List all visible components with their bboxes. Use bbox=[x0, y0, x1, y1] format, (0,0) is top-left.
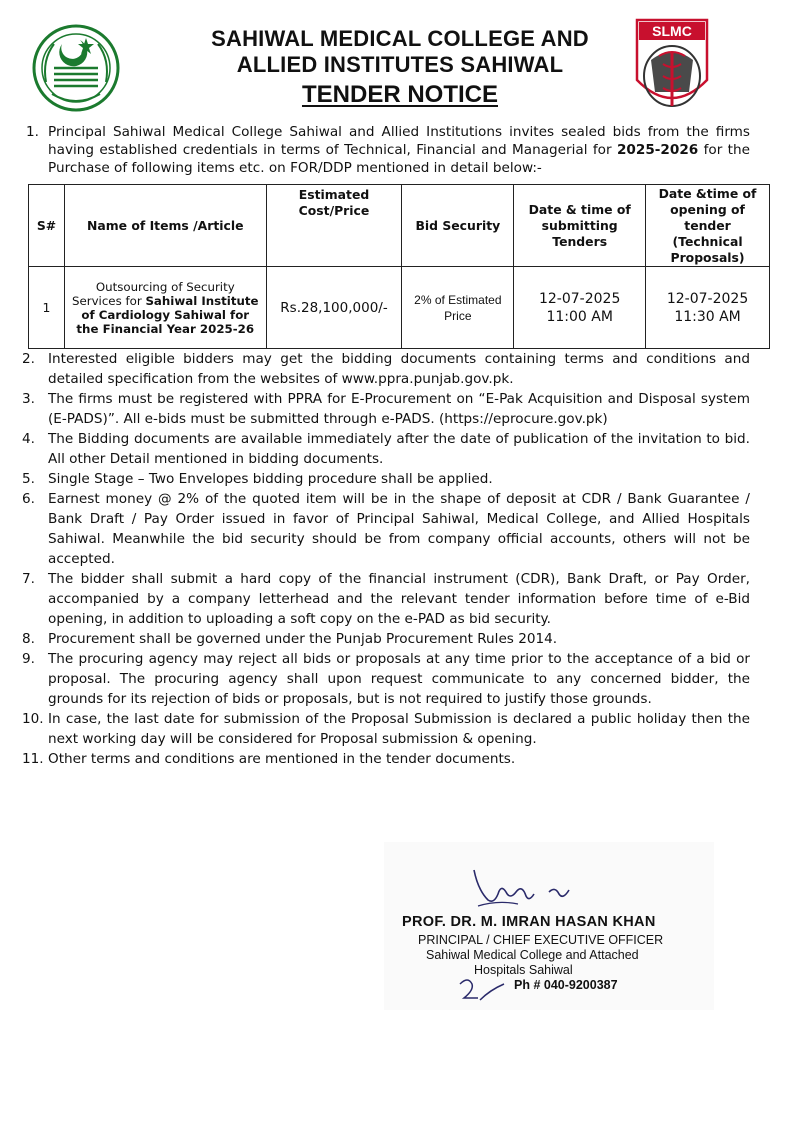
cell-item-name bbox=[64, 267, 266, 349]
list-item bbox=[22, 349, 750, 389]
list-item-text: Interested eligible bidders may get the bidding documents containing terms and conditions and detailed specification from the websites of www.ppra.punjab.gov.pk. bbox=[48, 351, 750, 387]
header-submission-date: Date & time of submitting Tenders bbox=[514, 185, 646, 267]
list-item-number: 4. bbox=[22, 431, 35, 447]
list-item-number: 7. bbox=[22, 571, 35, 587]
list-item bbox=[22, 649, 750, 709]
list-item bbox=[22, 709, 750, 749]
list-item bbox=[22, 569, 750, 629]
header-estimated-cost: Estimated Cost/Price bbox=[266, 185, 402, 267]
list-item-text: The firms must be registered with PPRA for E-Procurement on “E-Pak Acquisition and Disposal system (E-PADS)”. All e-bids must be submitted through e-PADS. (https://eprocure.gov.pk) bbox=[48, 391, 750, 427]
list-item bbox=[22, 429, 750, 469]
opening-time: 11:30 AM bbox=[674, 308, 741, 325]
terms-list bbox=[22, 349, 750, 769]
intro-text-after: for the Purchase of following items etc. on FOR/DDP mentioned in detail below:- bbox=[48, 142, 750, 176]
slmc-logo-icon bbox=[633, 16, 711, 120]
item-name-plain: Outsourcing of Security Services for bbox=[71, 279, 235, 308]
intro-text-before: Principal Sahiwal Medical College Sahiwal and Allied Institutions invites sealed bids from the firms having established credentials in terms of Technical, Financial and Managerial for bbox=[48, 124, 750, 158]
submission-date: 12-07-2025 bbox=[538, 290, 621, 307]
initials-mark-icon bbox=[454, 974, 510, 1006]
signatory-phone: Ph # 040-9200387 bbox=[514, 978, 618, 992]
header-opening-date: Date &time of opening of tender (Technical Proposals) bbox=[646, 185, 770, 267]
list-item-number: 2. bbox=[22, 351, 35, 367]
list-item-number: 3. bbox=[22, 391, 35, 407]
title-block bbox=[140, 26, 660, 108]
header-item-name: Name of Items /Article bbox=[64, 185, 266, 267]
list-item-number: 6. bbox=[22, 491, 35, 507]
college-name-line2: ALLIED INSTITUTES SAHIWAL bbox=[236, 52, 564, 77]
list-item-text: In case, the last date for submission of the Proposal Submission is declared a public holiday then the next working day will be considered for Proposal submission & opening. bbox=[48, 711, 750, 747]
tender-notice-title: TENDER NOTICE bbox=[301, 81, 498, 108]
submission-time: 11:00 AM bbox=[546, 308, 613, 325]
cell-submission-date bbox=[514, 267, 646, 349]
list-item-text: The procuring agency may reject all bids or proposals at any time prior to the acceptance of a bid or proposal. The procuring agency shall upon request communicate to any concerned bidder, the grounds for its rejection of bids or proposals, but is not required to justify those grounds. bbox=[48, 651, 750, 707]
list-item-text: Other terms and conditions are mentioned in the tender documents. bbox=[48, 751, 516, 767]
tender-intro-paragraph bbox=[26, 123, 750, 177]
list-item-text: Single Stage – Two Envelopes bidding procedure shall be applied. bbox=[48, 471, 493, 487]
list-item bbox=[22, 489, 750, 569]
header-sno: S# bbox=[29, 185, 65, 267]
page-header bbox=[0, 14, 794, 114]
signatory-org-line1: Sahiwal Medical College and Attached bbox=[426, 948, 639, 962]
list-item bbox=[22, 389, 750, 429]
table-header-row bbox=[29, 185, 770, 267]
list-item-number: 10. bbox=[22, 711, 44, 727]
opening-date: 12-07-2025 bbox=[666, 290, 749, 307]
list-item bbox=[22, 469, 750, 489]
signatory-designation: PRINCIPAL / CHIEF EXECUTIVE OFFICER bbox=[418, 933, 664, 947]
cell-sno: 1 bbox=[29, 267, 65, 349]
cell-opening-date bbox=[646, 267, 770, 349]
list-item-text: Earnest money @ 2% of the quoted item will be in the shape of deposit at CDR / Bank Guarantee / Bank Draft / Pay Order issued in favor of Principal Sahiwal, Medical College, and Allied Hospitals Sahiwal. Meanwhile the bid security should be from company official accounts, others will not be accepted. bbox=[48, 491, 750, 567]
handwritten-signature-icon bbox=[454, 862, 594, 912]
cell-estimated-cost: Rs.28,100,000/- bbox=[266, 267, 402, 349]
intro-number: 1. bbox=[26, 124, 39, 140]
list-item-number: 9. bbox=[22, 651, 35, 667]
college-name-line1: SAHIWAL MEDICAL COLLEGE AND bbox=[211, 26, 589, 51]
table-row bbox=[29, 267, 770, 349]
signature-block bbox=[384, 842, 714, 1010]
list-item bbox=[22, 629, 750, 649]
list-item-text: The bidder shall submit a hard copy of the financial instrument (CDR), Bank Draft, or Pay Order, accompanied by a company letterhead and the relevant tender information before time of e-Bid opening, in addition to uploading a soft copy on the e-PAD as bid security. bbox=[48, 571, 750, 627]
list-item-text: Procurement shall be governed under the Punjab Procurement Rules 2014. bbox=[48, 631, 558, 647]
signatory-name: PROF. DR. M. IMRAN HASAN KHAN bbox=[402, 914, 656, 930]
item-name-bold: Sahiwal Institute of Cardiology Sahiwal for the Financial Year 2025-26 bbox=[76, 293, 259, 336]
intro-year: 2025-2026 bbox=[616, 142, 699, 158]
tender-items-table bbox=[28, 184, 770, 349]
slmc-logo-text: SLMC bbox=[652, 23, 692, 39]
list-item-number: 8. bbox=[22, 631, 35, 647]
list-item bbox=[22, 749, 750, 769]
list-item-number: 11. bbox=[22, 751, 44, 767]
cell-bid-security: 2% of Estimated Price bbox=[402, 267, 514, 349]
list-item-number: 5. bbox=[22, 471, 35, 487]
list-item-text: The Bidding documents are available immediately after the date of publication of the invitation to bid. All other Detail mentioned in bidding documents. bbox=[48, 431, 750, 467]
punjab-emblem-icon bbox=[32, 22, 120, 114]
header-bid-security: Bid Security bbox=[402, 185, 514, 267]
signatory-org-line2: Hospitals Sahiwal bbox=[474, 963, 573, 977]
